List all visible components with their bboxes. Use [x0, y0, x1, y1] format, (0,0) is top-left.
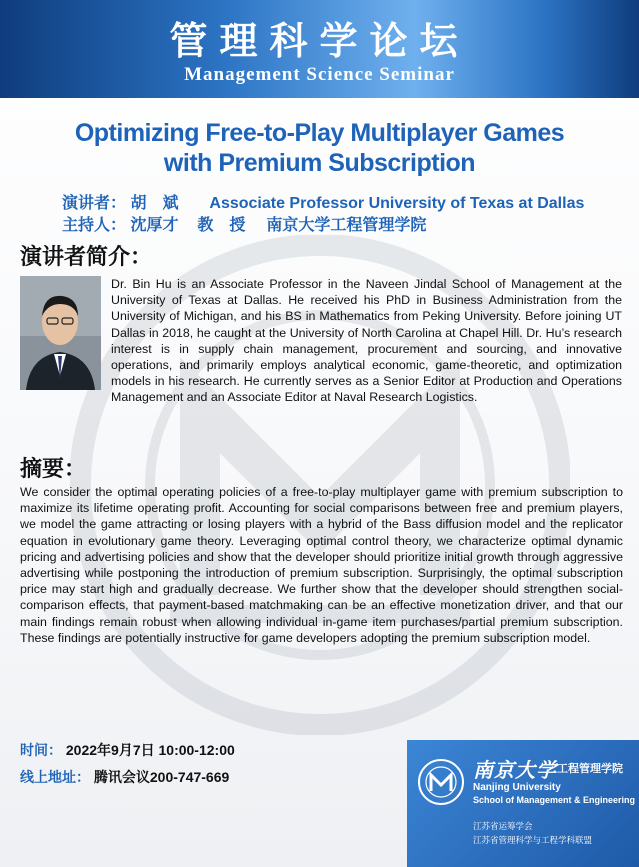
speaker-label: 演讲者：	[62, 195, 127, 212]
header-band	[0, 0, 639, 98]
talk-title-line-2: with Premium Subscription	[163, 149, 476, 177]
school-name-cn: 工程管理学院	[557, 763, 623, 775]
bio-block	[20, 276, 622, 406]
school-name-en: School of Management & Engineering	[473, 795, 636, 805]
university-seal-icon	[417, 758, 465, 806]
host-affiliation: 南京大学工程管理学院	[266, 217, 427, 234]
abstract-text: We consider the optimal operating policies of a free-to-play multiplayer game with premium subscription to maximize its lifetime operating profit. Accounting for social comparisons between free and premium players, we model the game attracting or losing players with a hybrid of the Bass diffusion model and the replicator equation in evolutionary game theory. Leveraging optimal control theory, we characterize optimal dynamic pricing and advertising policies and show that the developer should prioritize initial growth through aggressive advertising while postponing the introduction of premium subscription. Surprisingly, the optimal subscription price may start high and gradually decrease. We further show that the developer should strengthen social-comparison effects, that payment-based matchmaking can be an effective monetization driver, and that our main findings remain robust when allowing individual in-game item purchases/partial premium subscription. These findings are potentially instructive for game developers adopting the premium subscription model.	[20, 485, 623, 645]
speaker-photo	[20, 276, 101, 390]
header-title-en: Management Science Seminar	[184, 64, 455, 85]
address-line	[20, 767, 229, 787]
host-title: 教 授	[197, 217, 246, 234]
talk-title-line-1: Optimizing Free-to-Play Multiplayer Games	[74, 119, 565, 147]
talk-title	[0, 118, 639, 178]
time-line	[20, 740, 235, 760]
host-line	[62, 212, 426, 235]
university-name-en: Nanjing University	[473, 782, 561, 793]
address-value: 腾讯会议200-747-669	[93, 769, 230, 785]
society-name-1: 江苏省运筹学会	[473, 821, 533, 831]
bio-heading: 演讲者简介：	[20, 244, 153, 269]
time-label: 时间：	[20, 742, 62, 758]
school-logo-panel	[407, 740, 639, 867]
bio-text: Dr. Bin Hu is an Associate Professor in the Naveen Jindal School of Management at the University of Texas at Dallas. He received his PhD in Business Administration from the University of Michigan, and his BS in Mathematics from Peking University. Before joining UT Dallas in 2018, he caught at the University of North Carolina at Chapel Hill. Dr. Hu’s research interest is in supply chain management, procurement and sourcing, and innovative operations, and primarily employs analytical economic, game-theoretic, and optimization models in his research. He currently serves as a Senior Editor at Production and Operations Management and an Associate Editor at Naval Research Logistics.	[111, 277, 622, 405]
abstract-heading: 摘要：	[20, 456, 87, 481]
header-title-cn: 管理科学论坛	[169, 18, 470, 63]
speaker-line	[62, 190, 584, 213]
host-name: 沈厚才	[130, 217, 179, 234]
host-label: 主持人：	[62, 217, 127, 234]
speaker-affiliation: Associate Professor University of Texas at Dallas	[209, 195, 585, 212]
time-value: 2022年9月7日 10:00-12:00	[65, 742, 235, 758]
society-name-2: 江苏省管理科学与工程学科联盟	[473, 835, 593, 845]
university-name-cn: 南京大学	[473, 758, 557, 782]
speaker-name: 胡 斌	[130, 195, 179, 212]
address-label: 线上地址：	[20, 769, 90, 785]
